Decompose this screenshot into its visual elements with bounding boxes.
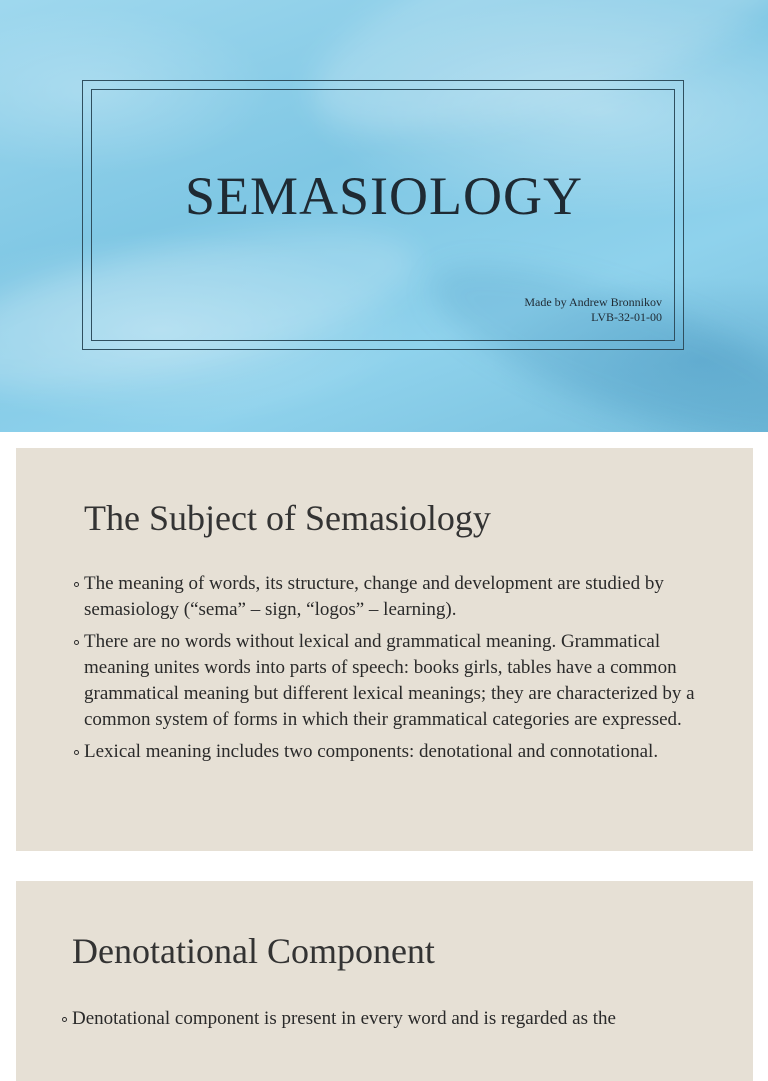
author-line: Made by Andrew Bronnikov bbox=[524, 295, 662, 309]
bullet-circle-icon bbox=[74, 750, 79, 755]
title-slide bbox=[0, 0, 768, 432]
bullet-circle-icon bbox=[62, 1017, 67, 1022]
slide-heading: The Subject of Semasiology bbox=[84, 498, 491, 538]
bullet-circle-icon bbox=[74, 582, 79, 587]
list-item: Denotational component is present in every word and is regarded as the bbox=[62, 1006, 712, 1032]
content-slide-denotational bbox=[16, 881, 753, 1081]
slide-heading: Denotational Component bbox=[72, 931, 435, 971]
bullet-list bbox=[62, 1006, 712, 1038]
bullet-list bbox=[74, 571, 704, 771]
group-line: LVB-32-01-00 bbox=[591, 310, 662, 324]
slide-title: SEMASIOLOGY bbox=[184, 166, 584, 226]
list-item: Lexical meaning includes two components: denotational and connotational. bbox=[74, 739, 704, 765]
list-item: There are no words without lexical and grammatical meaning. Grammatical meaning unites words into parts of speech: books girls, tables have a common grammatical meaning but different lexical meanings; they are characterized by a common system of forms in which their grammatical categories are expressed. bbox=[74, 629, 704, 733]
bullet-circle-icon bbox=[74, 640, 79, 645]
byline bbox=[524, 295, 662, 325]
list-item: The meaning of words, its structure, change and development are studied by semasiology (“sema” – sign, “logos” – learning). bbox=[74, 571, 704, 623]
